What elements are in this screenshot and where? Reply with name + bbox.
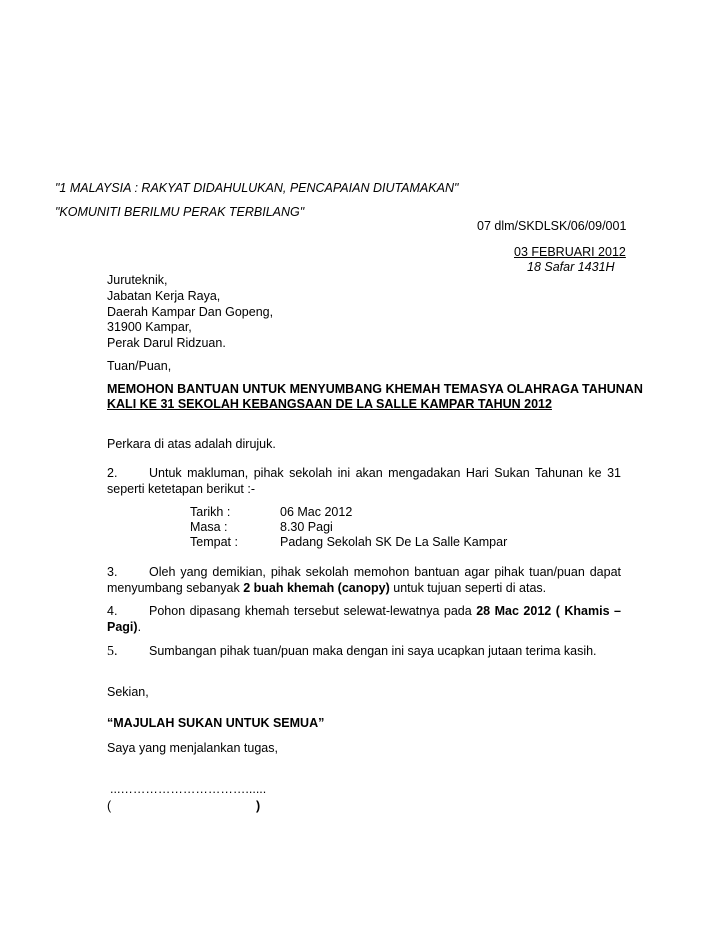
detail-value: Padang Sekolah SK De La Salle Kampar bbox=[280, 535, 508, 549]
paragraph-text: Sumbangan pihak tuan/puan maka dengan ini saya ucapkan jutaan terima kasih. bbox=[149, 644, 597, 658]
subject-line-1: MEMOHON BANTUAN UNTUK MENYUMBANG KHEMAH TEMASYA OLAHRAGA TAHUNAN bbox=[107, 382, 643, 396]
signature-line: ...…………………………...... bbox=[110, 782, 267, 796]
name-close-bracket: ) bbox=[256, 799, 261, 813]
detail-value: 8.30 Pagi bbox=[280, 520, 333, 534]
paragraph-end: . bbox=[137, 620, 142, 634]
address-line: Juruteknik, bbox=[107, 273, 168, 287]
hijri-date: 18 Safar 1431H bbox=[527, 260, 615, 274]
paragraph-5 bbox=[107, 644, 597, 659]
intro-text: Perkara di atas adalah dirujuk. bbox=[107, 437, 276, 451]
address-line: Perak Darul Ridzuan. bbox=[107, 336, 226, 350]
paragraph-text: Untuk makluman, pihak sekolah ini akan mengadakan Hari Sukan Tahunan ke 31 seperti ketetapan berikut :- bbox=[107, 466, 621, 496]
paragraph-number: 5. bbox=[107, 644, 118, 659]
paragraph-text-end: untuk tujuan seperti di atas. bbox=[389, 581, 547, 595]
letter-date: 03 FEBRUARI 2012 bbox=[514, 245, 626, 259]
paragraph-3 bbox=[107, 564, 621, 596]
closing-duty: Saya yang menjalankan tugas, bbox=[107, 741, 278, 755]
name-open-bracket: ( bbox=[107, 799, 112, 813]
detail-label: Masa : bbox=[190, 520, 228, 534]
detail-label: Tempat : bbox=[190, 535, 238, 549]
detail-value: 06 Mac 2012 bbox=[280, 505, 353, 519]
paragraph-4 bbox=[107, 603, 621, 635]
detail-row bbox=[190, 535, 507, 550]
paragraph-number: 4. bbox=[107, 604, 118, 618]
motto-1: "1 MALAYSIA : RAKYAT DIDAHULUKAN, PENCAPAIAN DIUTAMAKAN" bbox=[55, 181, 459, 195]
closing-sekian: Sekian, bbox=[107, 685, 149, 699]
reference-number: 07 dlm/SKDLSK/06/09/001 bbox=[477, 219, 627, 233]
address-line: 31900 Kampar, bbox=[107, 320, 192, 334]
salutation: Tuan/Puan, bbox=[107, 359, 172, 373]
paragraph-number: 3. bbox=[107, 565, 118, 579]
paragraph-2 bbox=[107, 465, 621, 497]
detail-label: Tarikh : bbox=[190, 505, 231, 519]
closing-slogan: “MAJULAH SUKAN UNTUK SEMUA” bbox=[107, 716, 325, 730]
deadline-date: 28 Mac 2012 ( Khamis – Pagi) bbox=[107, 604, 621, 634]
detail-row bbox=[190, 520, 333, 535]
address-line: Daerah Kampar Dan Gopeng, bbox=[107, 305, 274, 319]
paragraph-number: 2. bbox=[107, 466, 118, 480]
paragraph-text: Oleh yang demikian, pihak sekolah memohon bantuan agar pihak tuan/puan dapat menyumbang sebanyak bbox=[107, 565, 621, 595]
canopy-count: 2 buah khemah (canopy) bbox=[243, 581, 390, 595]
address-line: Jabatan Kerja Raya, bbox=[107, 289, 221, 303]
subject-line-2: KALI KE 31 SEKOLAH KEBANGSAAN DE LA SALLE KAMPAR TAHUN 2012 bbox=[107, 397, 552, 411]
motto-2: "KOMUNITI BERILMU PERAK TERBILANG" bbox=[55, 205, 305, 219]
detail-row bbox=[190, 505, 352, 520]
paragraph-text: Pohon dipasang khemah tersebut selewat-lewatnya pada bbox=[149, 604, 477, 618]
